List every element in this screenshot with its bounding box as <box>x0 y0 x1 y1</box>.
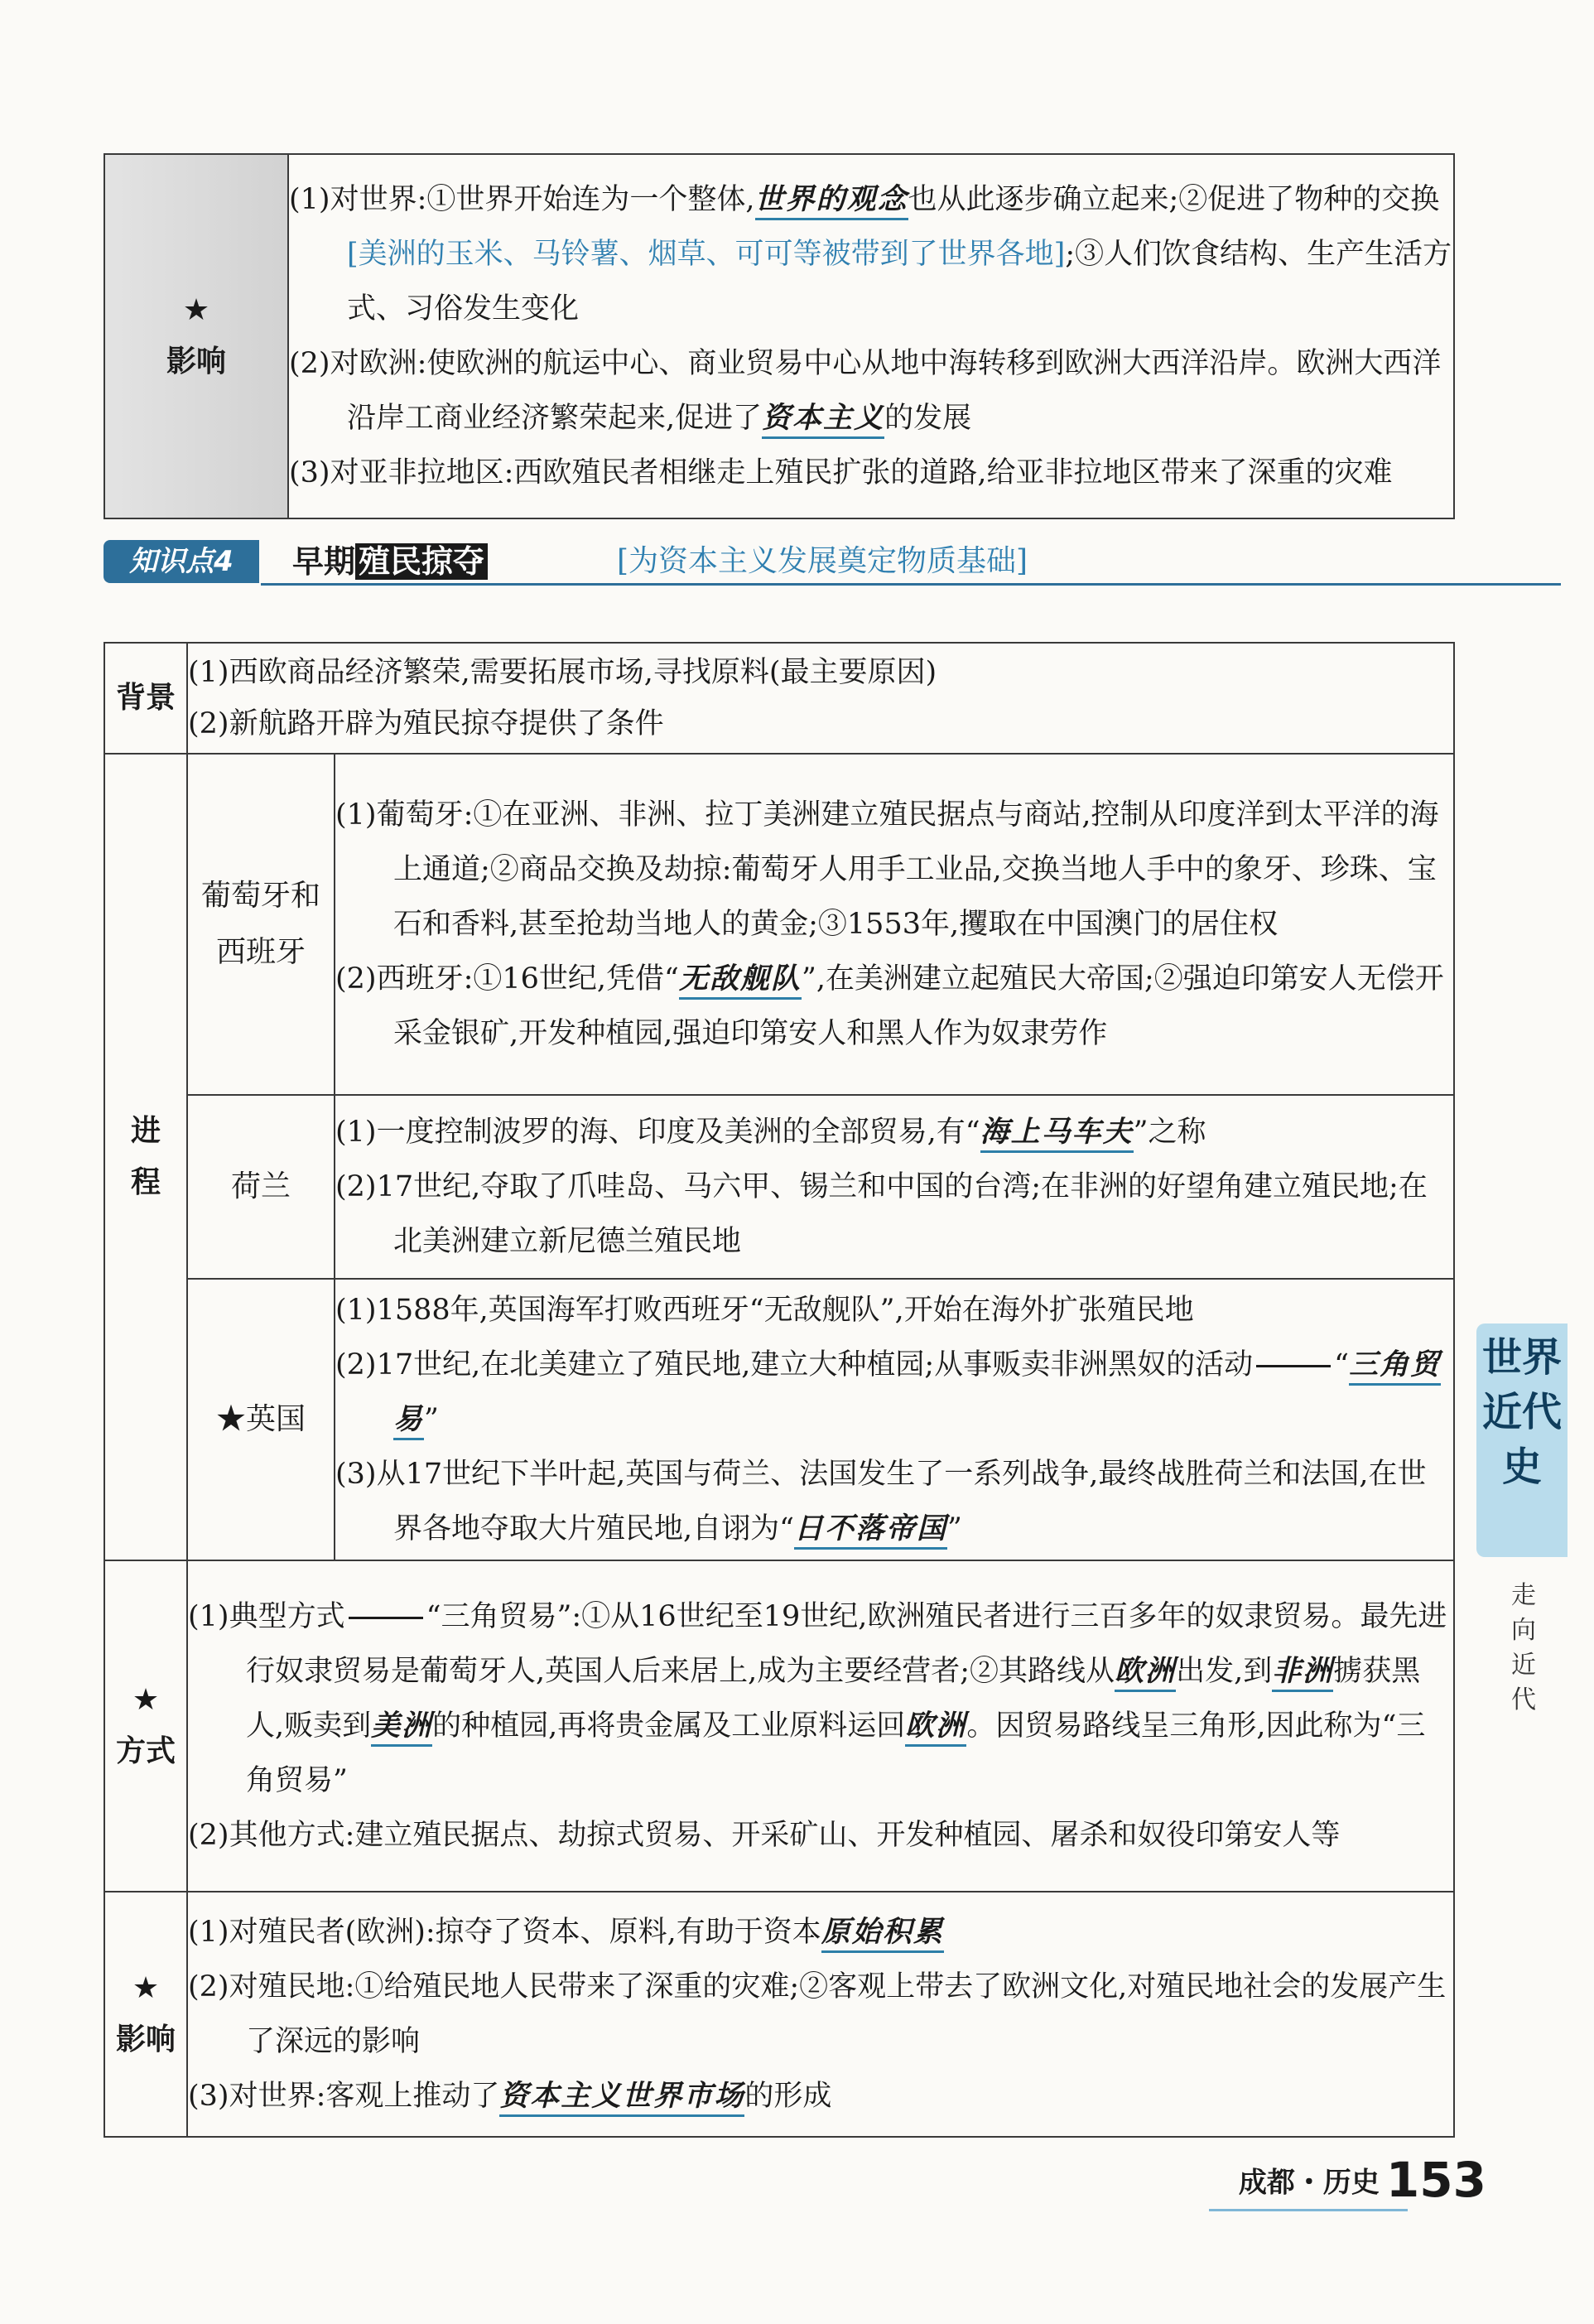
netherlands-item-1: (1)一度控制波罗的海、印度及美洲的全部贸易,有“海上马车夫”之称 <box>335 1105 1453 1160</box>
section-title: 早期 殖民掠夺 <box>292 538 488 585</box>
page-number: 153 <box>1385 2152 1486 2208</box>
methods-label: 方式 <box>115 1734 176 1768</box>
england-content <box>335 1279 1454 1560</box>
process-label-a: 进 <box>130 1114 161 1148</box>
impact-table-top <box>104 153 1455 519</box>
methods-label-cell <box>104 1560 187 1892</box>
impact-item-3: (3)对亚非拉地区:西欧殖民者相继走上殖民扩张的道路,给亚非拉地区带来了深重的灾难 <box>289 456 1393 489</box>
section-header <box>104 538 1462 590</box>
england-item-3: (3)从17世纪下半叶起,英国与荷兰、法国发生了一系列战争,最终战胜荷兰和法国,在世界各地夺取大片殖民地,自诩为“日不落帝国” <box>335 1447 1453 1556</box>
background-content <box>187 643 1454 754</box>
star-icon: ★ <box>182 293 210 327</box>
star-icon: ★ <box>132 1683 160 1717</box>
england-label: ★英国 <box>187 1279 335 1560</box>
star-icon: ★ <box>132 1971 160 2005</box>
methods-item-2: (2)其他方式:建立殖民据点、劫掠式贸易、开采矿山、开发种植园、屠杀和奴役印第安人等 <box>188 1819 1341 1852</box>
section-underline <box>261 583 1561 586</box>
impact-label-cell-2 <box>104 1892 187 2137</box>
netherlands-content <box>335 1095 1454 1279</box>
impact-item-2: (2)对欧洲:使欧洲的航运中心、商业贸易中心从地中海转移到欧洲大西洋沿岸。欧洲大西洋沿岸工商业经济繁荣起来,促进了资本主义的发展 <box>289 336 1453 446</box>
impact-label-2: 影响 <box>115 2023 176 2056</box>
exchange-note: [美洲的玉米、马铃薯、烟草、可可等被带到了世界各地] <box>347 238 1066 271</box>
england-item-2: (2)17世纪,在北美建立了殖民地,建立大种植园;从事贩卖非洲黑奴的活动 “三角贸易” <box>335 1338 1453 1447</box>
section-badge: 知识点4 <box>104 540 259 583</box>
portugal-spain-label: 葡萄牙和 西班牙 <box>187 754 335 1095</box>
impact-item-1: (1)对世界:①世界开始连为一个整体,世界的观念也从此逐步确立起来;②促进了物种的交换[美洲的玉米、马铃薯、烟草、可可等被带到了世界各地];③人们饮食结构、生产生活方式、习俗发生变化 <box>289 183 1452 325</box>
dash-separator <box>349 1617 423 1619</box>
portugal-item: (1)葡萄牙:①在亚洲、非洲、拉丁美洲建立殖民据点与商站,控制从印度洋到太平洋的海上通道;②商品交换及劫掠:葡萄牙人用手工业品,交换当地人手中的象牙、珍珠、宝石和香料,甚至抢劫当地人的黄金;③1553年,攫取在中国澳门的居住权 <box>335 798 1439 941</box>
chapter-side-tab: 世界 近代史 <box>1476 1324 1568 1557</box>
process-label-cell <box>104 754 187 1560</box>
impact2-item-2: (2)对殖民地:①给殖民地人民带来了深重的灾难;②客观上带去了欧洲文化,对殖民地社会的发展产生了深远的影响 <box>188 1970 1447 2058</box>
netherlands-item-2: (2)17世纪,夺取了爪哇岛、马六甲、锡兰和中国的台湾;在非洲的好望角建立殖民地;在北美洲建立新尼德兰殖民地 <box>335 1170 1428 1258</box>
impact-label: 影响 <box>166 345 226 378</box>
colonial-plunder-table <box>104 642 1455 2138</box>
methods-item-1: (1)典型方式 “三角贸易”:①从16世纪至19世纪,欧洲殖民者进行三百多年的奴隶贸易。最先进行奴隶贸易是葡萄牙人,英国人后来居上,成为主要经营者;②其路线从欧洲出发,到非洲掳获黑人,贩卖到美洲的种植园,再将贵金属及工业原料运回欧洲。因贸易路线呈三角形,因此称为“三角贸易” <box>188 1600 1447 1797</box>
impact2-item-3: (3)对世界:客观上推动了资本主义世界市场的形成 <box>188 2069 1453 2124</box>
background-item-2: (2)新航路开辟为殖民掠夺提供了条件 <box>188 707 664 740</box>
process-label-b: 程 <box>130 1165 161 1199</box>
impact-content-2 <box>187 1892 1454 2137</box>
spain-item: (2)西班牙:①16世纪,凭借“无敌舰队”,在美洲建立起殖民大帝国;②强迫印第安人无偿开采金银矿,开发种植园,强迫印第安人和黑人作为奴隶劳作 <box>335 962 1444 1050</box>
page-footer <box>1205 2152 1486 2210</box>
chapter-subtitle: 走向近代 <box>1511 1581 1536 1714</box>
footer-underline <box>1209 2209 1408 2211</box>
impact2-item-1: (1)对殖民者(欧洲):掠夺了资本、原料,有助于资本原始积累 <box>188 1905 1453 1960</box>
england-item-1: (1)1588年,英国海军打败西班牙“无敌舰队”,开始在海外扩张殖民地 <box>335 1294 1194 1327</box>
section-note: [为资本主义发展奠定物质基础] <box>617 544 1028 578</box>
impact-label-cell <box>104 154 288 518</box>
background-label: 背景 <box>104 643 187 754</box>
methods-content <box>187 1560 1454 1892</box>
dash-separator <box>1256 1365 1331 1367</box>
footer-label: 成都・历史 <box>1238 2166 1380 2200</box>
portugal-spain-content <box>335 754 1454 1095</box>
background-item-1: (1)西欧商品经济繁荣,需要拓展市场,寻找原料(最主要原因) <box>188 656 937 689</box>
impact-content <box>288 154 1454 518</box>
netherlands-label: 荷兰 <box>187 1095 335 1279</box>
